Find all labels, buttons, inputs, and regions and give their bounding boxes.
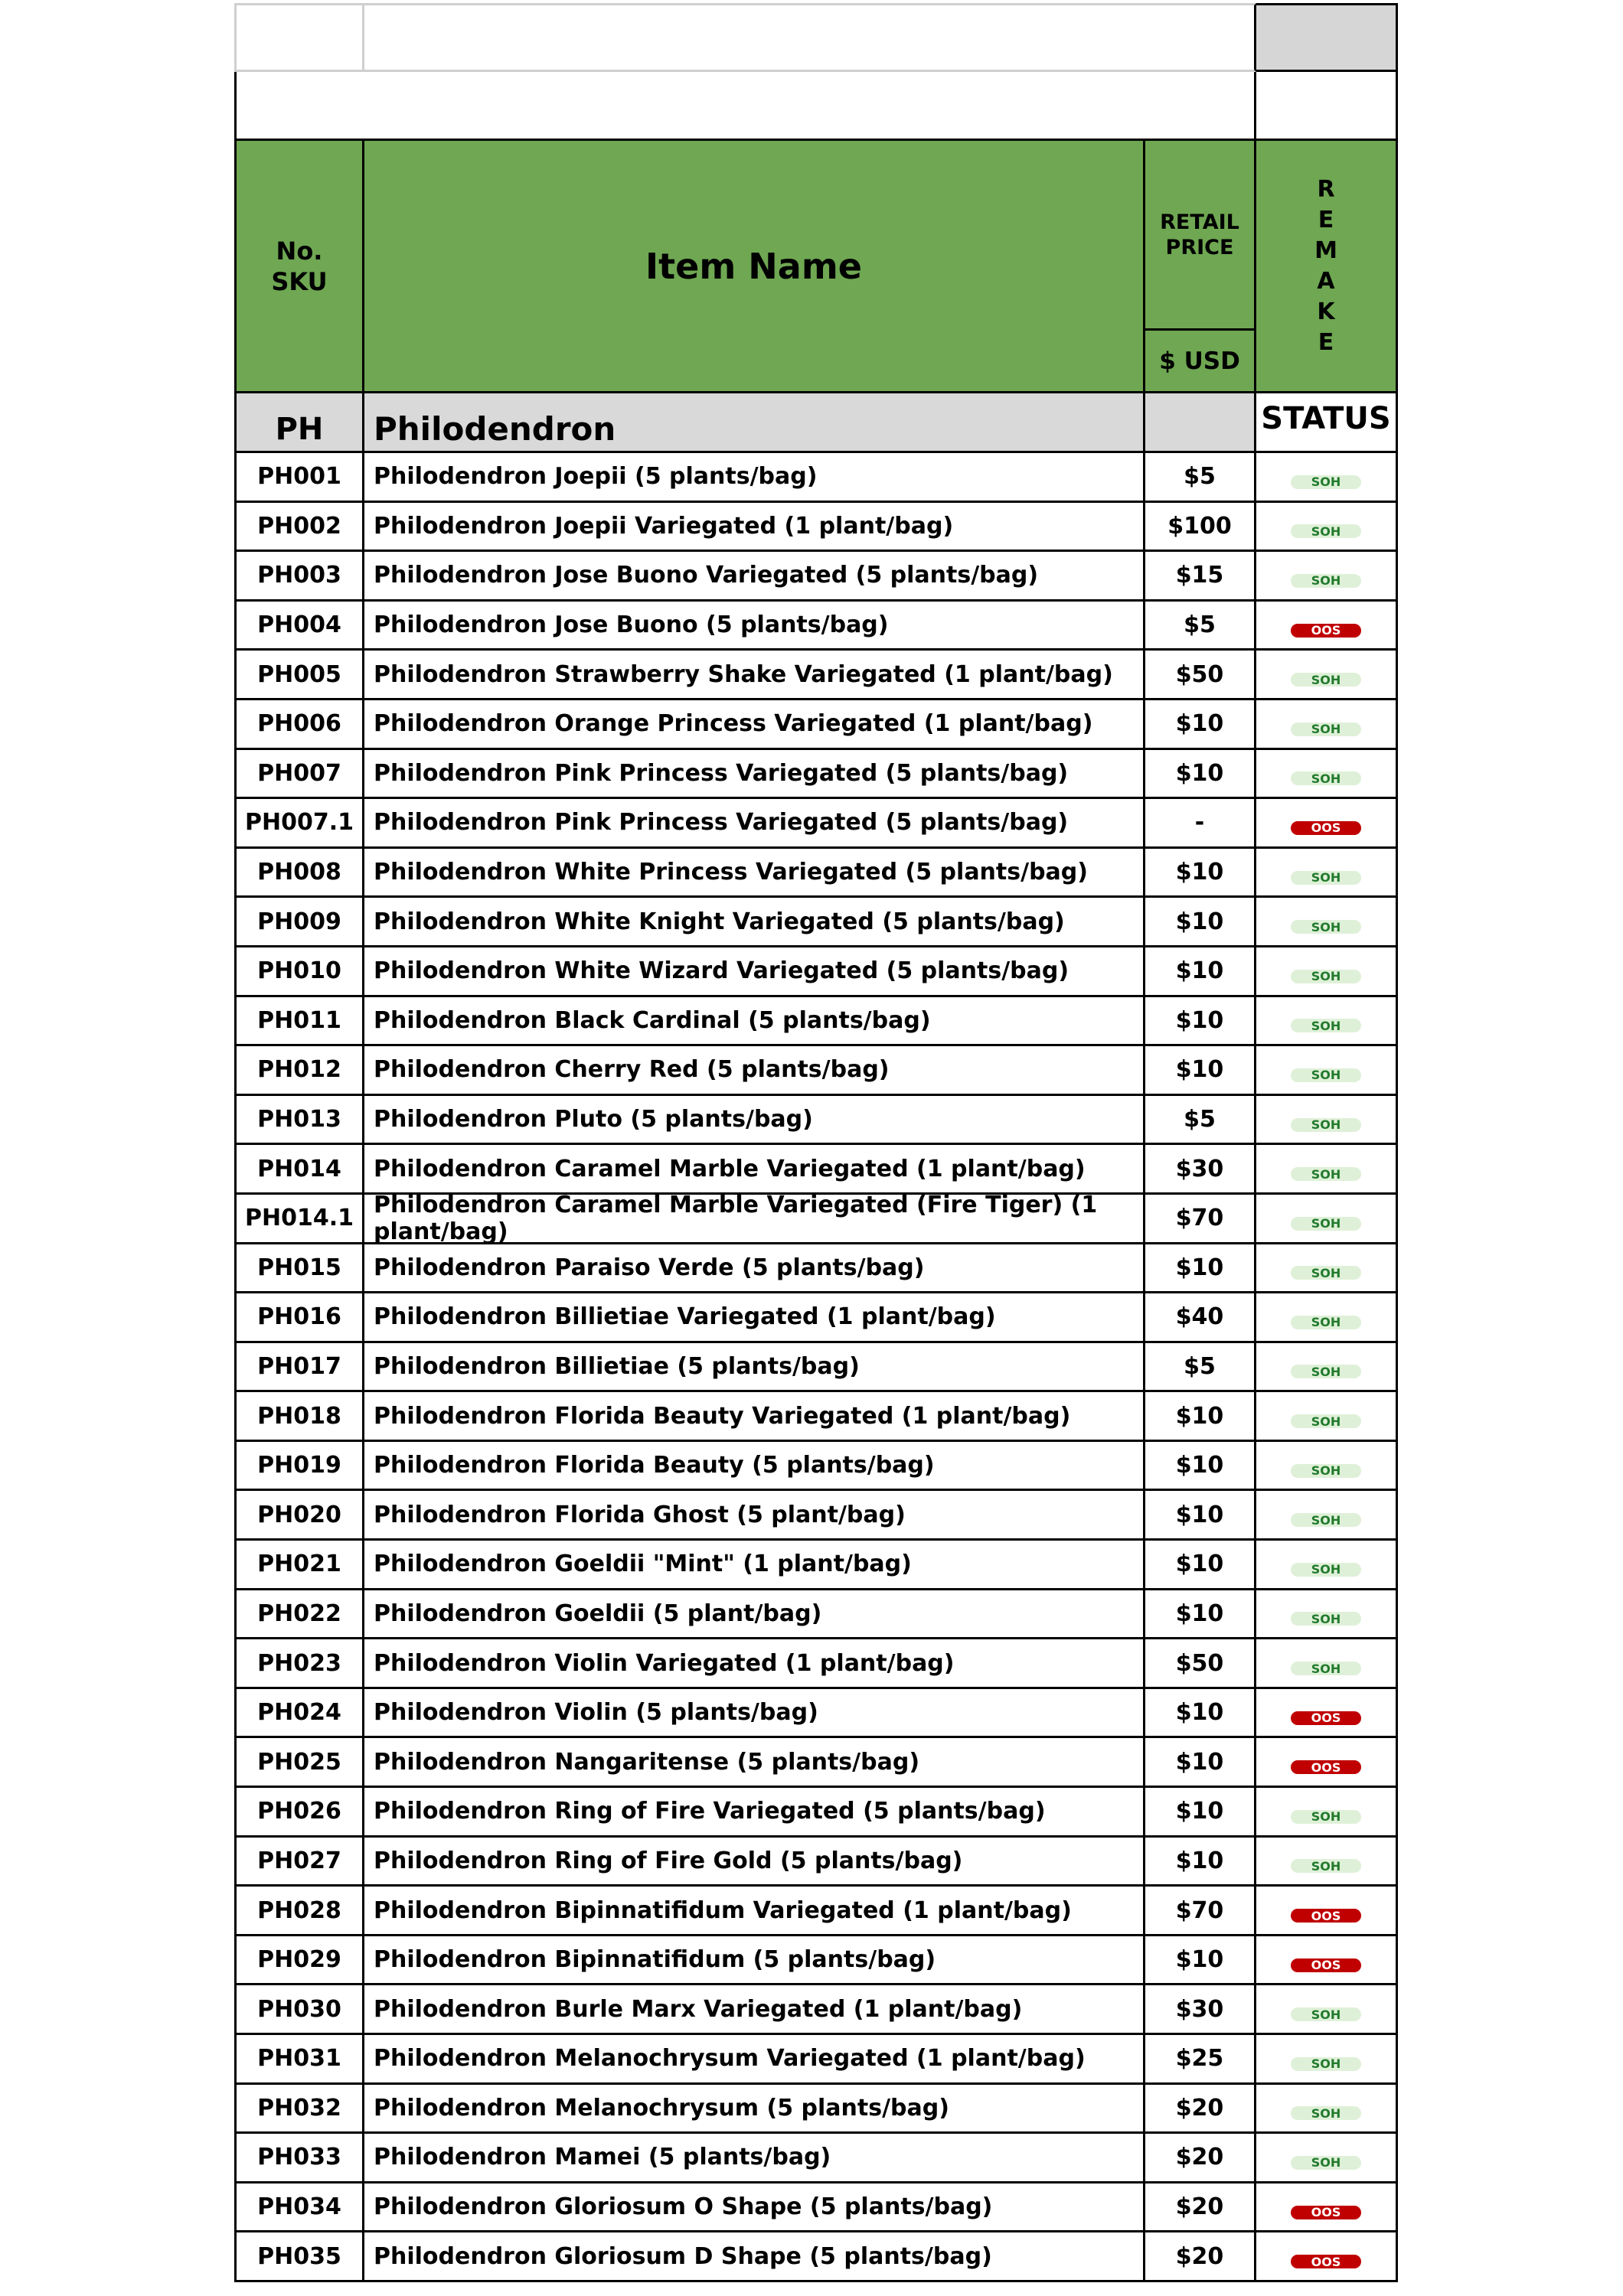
- sku-cell: PH001: [234, 453, 364, 503]
- status-cell: [1256, 503, 1398, 553]
- sku-cell: PH024: [234, 1689, 364, 1739]
- table-row: [234, 2232, 1398, 2282]
- status-badge: SOH: [1291, 1414, 1361, 1428]
- table-row: [234, 1838, 1398, 1887]
- sku-cell: PH012: [234, 1046, 364, 1096]
- sku-cell: PH007: [234, 750, 364, 800]
- price-cell: $10: [1145, 1936, 1256, 1986]
- status-badge: SOH: [1291, 1316, 1361, 1329]
- status-badge: SOH: [1291, 524, 1361, 538]
- sku-cell: PH031: [234, 2035, 364, 2085]
- sku-cell: PH025: [234, 1738, 364, 1788]
- table-row: [234, 453, 1398, 503]
- price-header-line2: PRICE: [1165, 235, 1234, 259]
- table-row: [234, 1392, 1398, 1442]
- status-badge: SOH: [1291, 2007, 1361, 2021]
- table-row: [234, 997, 1398, 1047]
- sku-cell: PH013: [234, 1096, 364, 1146]
- item-name-cell: Philodendron Violin Variegated (1 plant/bag): [364, 1639, 1145, 1689]
- sku-cell: PH015: [234, 1244, 364, 1294]
- remake-letter: E: [1318, 206, 1334, 233]
- price-cell: $10: [1145, 997, 1256, 1047]
- status-badge: SOH: [1291, 1810, 1361, 1824]
- item-name-cell: Philodendron Jose Buono (5 plants/bag): [364, 602, 1145, 651]
- category-name: Philodendron: [364, 393, 1145, 453]
- price-cell: $10: [1145, 1788, 1256, 1838]
- sku-cell: PH014: [234, 1145, 364, 1195]
- blank-cell: [234, 72, 1256, 141]
- category-row: [234, 393, 1398, 453]
- blank-gray-cell: [1256, 3, 1398, 72]
- table-row: [234, 1887, 1398, 1936]
- sku-header-line1: No.: [276, 236, 323, 266]
- status-cell: [1256, 1244, 1398, 1294]
- status-cell: [1256, 799, 1398, 849]
- status-cell: [1256, 1046, 1398, 1096]
- status-badge: SOH: [1291, 771, 1361, 785]
- price-cell: $10: [1145, 947, 1256, 997]
- table-row: [234, 1442, 1398, 1492]
- price-cell: $5: [1145, 1343, 1256, 1393]
- status-cell: [1256, 1096, 1398, 1146]
- price-cell: $10: [1145, 1590, 1256, 1640]
- status-cell: [1256, 1442, 1398, 1492]
- status-header: STATUS: [1256, 393, 1398, 453]
- item-name-cell: Philodendron Orange Princess Variegated (1 plant/bag): [364, 700, 1145, 750]
- status-badge: OOS: [1291, 2255, 1361, 2268]
- status-badge: SOH: [1291, 920, 1361, 934]
- status-badge: SOH: [1291, 1859, 1361, 1873]
- sku-cell: PH003: [234, 552, 364, 602]
- table-row: [234, 1985, 1398, 2035]
- price-cell: $10: [1145, 1689, 1256, 1739]
- status-cell: [1256, 1293, 1398, 1343]
- status-cell: [1256, 750, 1398, 800]
- table-row: [234, 947, 1398, 997]
- price-cell: $10: [1145, 1491, 1256, 1541]
- table-row: [234, 1244, 1398, 1294]
- status-badge: OOS: [1291, 1711, 1361, 1725]
- status-badge: OOS: [1291, 821, 1361, 835]
- status-cell: [1256, 1738, 1398, 1788]
- status-cell: [1256, 602, 1398, 651]
- price-list-table: [234, 3, 1398, 2282]
- sku-cell: PH033: [234, 2134, 364, 2183]
- remake-letter: K: [1317, 298, 1335, 325]
- status-cell: [1256, 2232, 1398, 2282]
- item-name-cell: Philodendron Caramel Marble Variegated (1 plant/bag): [364, 1145, 1145, 1195]
- sku-cell: PH007.1: [234, 799, 364, 849]
- item-name-cell: Philodendron Melanochrysum Variegated (1 plant/bag): [364, 2035, 1145, 2085]
- status-cell: [1256, 1343, 1398, 1393]
- item-name-cell: Philodendron Joepii Variegated (1 plant/bag): [364, 503, 1145, 553]
- table-row: [234, 750, 1398, 800]
- table-row: [234, 799, 1398, 849]
- table-row: [234, 2183, 1398, 2233]
- status-cell: [1256, 1838, 1398, 1887]
- price-cell: $100: [1145, 503, 1256, 553]
- table-row: [234, 1046, 1398, 1096]
- item-name-cell: Philodendron Gloriosum D Shape (5 plants/bag): [364, 2232, 1145, 2282]
- status-badge: SOH: [1291, 1019, 1361, 1032]
- blank-cell: [364, 3, 1256, 72]
- sku-cell: PH017: [234, 1343, 364, 1393]
- price-cell: $10: [1145, 1738, 1256, 1788]
- remake-letter: M: [1314, 236, 1337, 264]
- table-row: [234, 1096, 1398, 1146]
- status-badge: SOH: [1291, 722, 1361, 736]
- price-cell: $5: [1145, 1096, 1256, 1146]
- status-cell: [1256, 1689, 1398, 1739]
- status-badge: SOH: [1291, 1464, 1361, 1478]
- item-name-cell: Philodendron Ring of Fire Gold (5 plants/bag): [364, 1838, 1145, 1887]
- item-name-cell: Philodendron Joepii (5 plants/bag): [364, 453, 1145, 503]
- item-name-cell: Philodendron White Princess Variegated (5 plants/bag): [364, 849, 1145, 899]
- status-cell: [1256, 1788, 1398, 1838]
- status-cell: [1256, 552, 1398, 602]
- item-name-cell: Philodendron Melanochrysum (5 plants/bag): [364, 2085, 1145, 2135]
- price-cell: $20: [1145, 2183, 1256, 2233]
- status-cell: [1256, 1195, 1398, 1244]
- item-name-cell: Philodendron Nangaritense (5 plants/bag): [364, 1738, 1145, 1788]
- price-cell: $70: [1145, 1887, 1256, 1936]
- price-cell: $10: [1145, 1244, 1256, 1294]
- sku-cell: PH027: [234, 1838, 364, 1887]
- status-badge: SOH: [1291, 2106, 1361, 2120]
- header-row: [234, 141, 1398, 393]
- status-badge: SOH: [1291, 970, 1361, 983]
- status-badge: SOH: [1291, 1068, 1361, 1082]
- price-cell: $30: [1145, 1985, 1256, 2035]
- sku-cell: PH030: [234, 1985, 364, 2035]
- table-row: [234, 552, 1398, 602]
- remake-header: [1256, 141, 1398, 393]
- sku-cell: PH020: [234, 1491, 364, 1541]
- status-badge: SOH: [1291, 2057, 1361, 2071]
- sku-header: [234, 141, 364, 393]
- status-cell: [1256, 1985, 1398, 2035]
- item-name-cell: Philodendron Violin (5 plants/bag): [364, 1689, 1145, 1739]
- item-name-cell: Philodendron Bipinnatifidum Variegated (1 plant/bag): [364, 1887, 1145, 1936]
- price-cell: $30: [1145, 1145, 1256, 1195]
- status-cell: [1256, 997, 1398, 1047]
- price-cell: $20: [1145, 2085, 1256, 2135]
- price-cell: $5: [1145, 453, 1256, 503]
- status-cell: [1256, 1541, 1398, 1590]
- status-badge: SOH: [1291, 2156, 1361, 2170]
- sku-cell: PH002: [234, 503, 364, 553]
- price-cell: $10: [1145, 700, 1256, 750]
- table-row: [234, 1738, 1398, 1788]
- blank-cell: [234, 3, 364, 72]
- remake-letter: R: [1317, 175, 1335, 203]
- sku-cell: PH018: [234, 1392, 364, 1442]
- remake-letter: A: [1317, 267, 1335, 295]
- table-row: [234, 503, 1398, 553]
- status-cell: [1256, 849, 1398, 899]
- table-row: [234, 1639, 1398, 1689]
- product-rows: [234, 453, 1398, 2282]
- blank-cell: [1256, 72, 1398, 141]
- price-cell: $10: [1145, 849, 1256, 899]
- status-badge: SOH: [1291, 1365, 1361, 1378]
- sku-cell: PH034: [234, 2183, 364, 2233]
- status-cell: [1256, 700, 1398, 750]
- price-cell: $10: [1145, 1392, 1256, 1442]
- item-name-cell: Philodendron Jose Buono Variegated (5 plants/bag): [364, 552, 1145, 602]
- table-row: [234, 1491, 1398, 1541]
- item-name-cell: Philodendron Cherry Red (5 plants/bag): [364, 1046, 1145, 1096]
- sku-cell: PH021: [234, 1541, 364, 1590]
- table-row: [234, 700, 1398, 750]
- item-name-cell: Philodendron Billietiae Variegated (1 plant/bag): [364, 1293, 1145, 1343]
- status-badge: OOS: [1291, 2206, 1361, 2219]
- sku-cell: PH035: [234, 2232, 364, 2282]
- status-badge: OOS: [1291, 1958, 1361, 1972]
- sku-cell: PH009: [234, 898, 364, 947]
- status-cell: [1256, 1392, 1398, 1442]
- price-cell: $10: [1145, 1541, 1256, 1590]
- status-cell: [1256, 1590, 1398, 1640]
- status-badge: SOH: [1291, 1612, 1361, 1626]
- status-cell: [1256, 2035, 1398, 2085]
- price-header-line1: RETAIL: [1160, 210, 1239, 234]
- status-badge: SOH: [1291, 1513, 1361, 1527]
- sku-cell: PH016: [234, 1293, 364, 1343]
- table-row: [234, 1293, 1398, 1343]
- sku-cell: PH028: [234, 1887, 364, 1936]
- item-name-cell: Philodendron Pink Princess Variegated (5 plants/bag): [364, 750, 1145, 800]
- status-badge: OOS: [1291, 1909, 1361, 1923]
- table-row: [234, 651, 1398, 700]
- status-badge: SOH: [1291, 1167, 1361, 1181]
- price-cell: $10: [1145, 898, 1256, 947]
- status-badge: OOS: [1291, 624, 1361, 638]
- sku-cell: PH004: [234, 602, 364, 651]
- status-cell: [1256, 1887, 1398, 1936]
- status-cell: [1256, 1491, 1398, 1541]
- sku-cell: PH010: [234, 947, 364, 997]
- item-name-cell: Philodendron Pluto (5 plants/bag): [364, 1096, 1145, 1146]
- table-row: [234, 1936, 1398, 1986]
- price-cell: $10: [1145, 1442, 1256, 1492]
- price-cell: $25: [1145, 2035, 1256, 2085]
- sku-cell: PH014.1: [234, 1195, 364, 1244]
- status-badge: SOH: [1291, 1217, 1361, 1231]
- table-row: [234, 1590, 1398, 1640]
- price-unit: $ USD: [1159, 347, 1240, 375]
- status-badge: SOH: [1291, 1662, 1361, 1675]
- remake-letter: E: [1318, 328, 1334, 356]
- second-blank-row: [234, 72, 1398, 141]
- item-name-cell: Philodendron Pink Princess Variegated (5 plants/bag): [364, 799, 1145, 849]
- table-row: [234, 1145, 1398, 1195]
- table-row: [234, 1788, 1398, 1838]
- price-cell: $50: [1145, 1639, 1256, 1689]
- sku-cell: PH032: [234, 2085, 364, 2135]
- table-row: [234, 2035, 1398, 2085]
- sku-cell: PH005: [234, 651, 364, 700]
- status-cell: [1256, 2183, 1398, 2233]
- table-row: [234, 1191, 1398, 1245]
- item-name-cell: Philodendron Billietiae (5 plants/bag): [364, 1343, 1145, 1393]
- table-row: [234, 1689, 1398, 1739]
- sku-cell: PH006: [234, 700, 364, 750]
- item-name-cell: Philodendron Burle Marx Variegated (1 plant/bag): [364, 1985, 1145, 2035]
- status-badge: SOH: [1291, 1563, 1361, 1577]
- status-cell: [1256, 2085, 1398, 2135]
- status-cell: [1256, 1145, 1398, 1195]
- item-name-cell: Philodendron Caramel Marble Variegated (Fire Tiger) (1 plant/bag): [364, 1195, 1145, 1244]
- item-name-cell: Philodendron Goeldii "Mint" (1 plant/bag): [364, 1541, 1145, 1590]
- status-badge: SOH: [1291, 574, 1361, 588]
- price-cell: $10: [1145, 750, 1256, 800]
- table-row: [234, 602, 1398, 651]
- status-cell: [1256, 651, 1398, 700]
- status-cell: [1256, 1936, 1398, 1986]
- sku-cell: PH022: [234, 1590, 364, 1640]
- price-cell: $15: [1145, 552, 1256, 602]
- item-name-cell: Philodendron White Wizard Variegated (5 plants/bag): [364, 947, 1145, 997]
- sku-cell: PH019: [234, 1442, 364, 1492]
- status-badge: OOS: [1291, 1760, 1361, 1774]
- status-cell: [1256, 453, 1398, 503]
- price-cell: $40: [1145, 1293, 1256, 1343]
- status-badge: SOH: [1291, 871, 1361, 885]
- status-cell: [1256, 2134, 1398, 2183]
- price-cell: $10: [1145, 1046, 1256, 1096]
- category-code: PH: [234, 393, 364, 453]
- price-cell: $10: [1145, 1838, 1256, 1887]
- item-name-cell: Philodendron Florida Beauty (5 plants/bag): [364, 1442, 1145, 1492]
- price-cell: $20: [1145, 2232, 1256, 2282]
- item-name-cell: Philodendron Strawberry Shake Variegated (1 plant/bag): [364, 651, 1145, 700]
- price-cell: $20: [1145, 2134, 1256, 2183]
- price-cell: $70: [1145, 1195, 1256, 1244]
- status-cell: [1256, 947, 1398, 997]
- item-name-cell: Philodendron Florida Beauty Variegated (1 plant/bag): [364, 1392, 1145, 1442]
- table-row: [234, 2134, 1398, 2183]
- price-cell: -: [1145, 799, 1256, 849]
- status-badge: SOH: [1291, 1266, 1361, 1280]
- table-row: [234, 2085, 1398, 2135]
- sku-cell: PH023: [234, 1639, 364, 1689]
- sku-cell: PH011: [234, 997, 364, 1047]
- item-name-cell: Philodendron Gloriosum O Shape (5 plants/bag): [364, 2183, 1145, 2233]
- sku-header-line2: SKU: [271, 266, 328, 296]
- sku-cell: PH008: [234, 849, 364, 899]
- top-blank-row: [234, 3, 1398, 72]
- price-cell: $5: [1145, 602, 1256, 651]
- sku-cell: PH029: [234, 1936, 364, 1986]
- item-name-cell: Philodendron Black Cardinal (5 plants/bag): [364, 997, 1145, 1047]
- price-header: [1145, 141, 1256, 393]
- status-cell: [1256, 1639, 1398, 1689]
- item-name-cell: Philodendron Mamei (5 plants/bag): [364, 2134, 1145, 2183]
- table-row: [234, 849, 1398, 899]
- status-badge: SOH: [1291, 475, 1361, 489]
- table-row: [234, 1343, 1398, 1393]
- price-cell: $50: [1145, 651, 1256, 700]
- table-row: [234, 898, 1398, 947]
- item-name-cell: Philodendron Florida Ghost (5 plant/bag): [364, 1491, 1145, 1541]
- item-name-header: Item Name: [364, 141, 1145, 393]
- item-name-cell: Philodendron Goeldii (5 plant/bag): [364, 1590, 1145, 1640]
- item-name-cell: Philodendron Paraiso Verde (5 plants/bag): [364, 1244, 1145, 1294]
- table-row: [234, 1541, 1398, 1590]
- status-cell: [1256, 898, 1398, 947]
- status-badge: SOH: [1291, 673, 1361, 687]
- sku-cell: PH026: [234, 1788, 364, 1838]
- item-name-cell: Philodendron White Knight Variegated (5 plants/bag): [364, 898, 1145, 947]
- item-name-cell: Philodendron Bipinnatifidum (5 plants/bag): [364, 1936, 1145, 1986]
- category-price-blank: [1145, 393, 1256, 453]
- item-name-cell: Philodendron Ring of Fire Variegated (5 plants/bag): [364, 1788, 1145, 1838]
- status-badge: SOH: [1291, 1118, 1361, 1132]
